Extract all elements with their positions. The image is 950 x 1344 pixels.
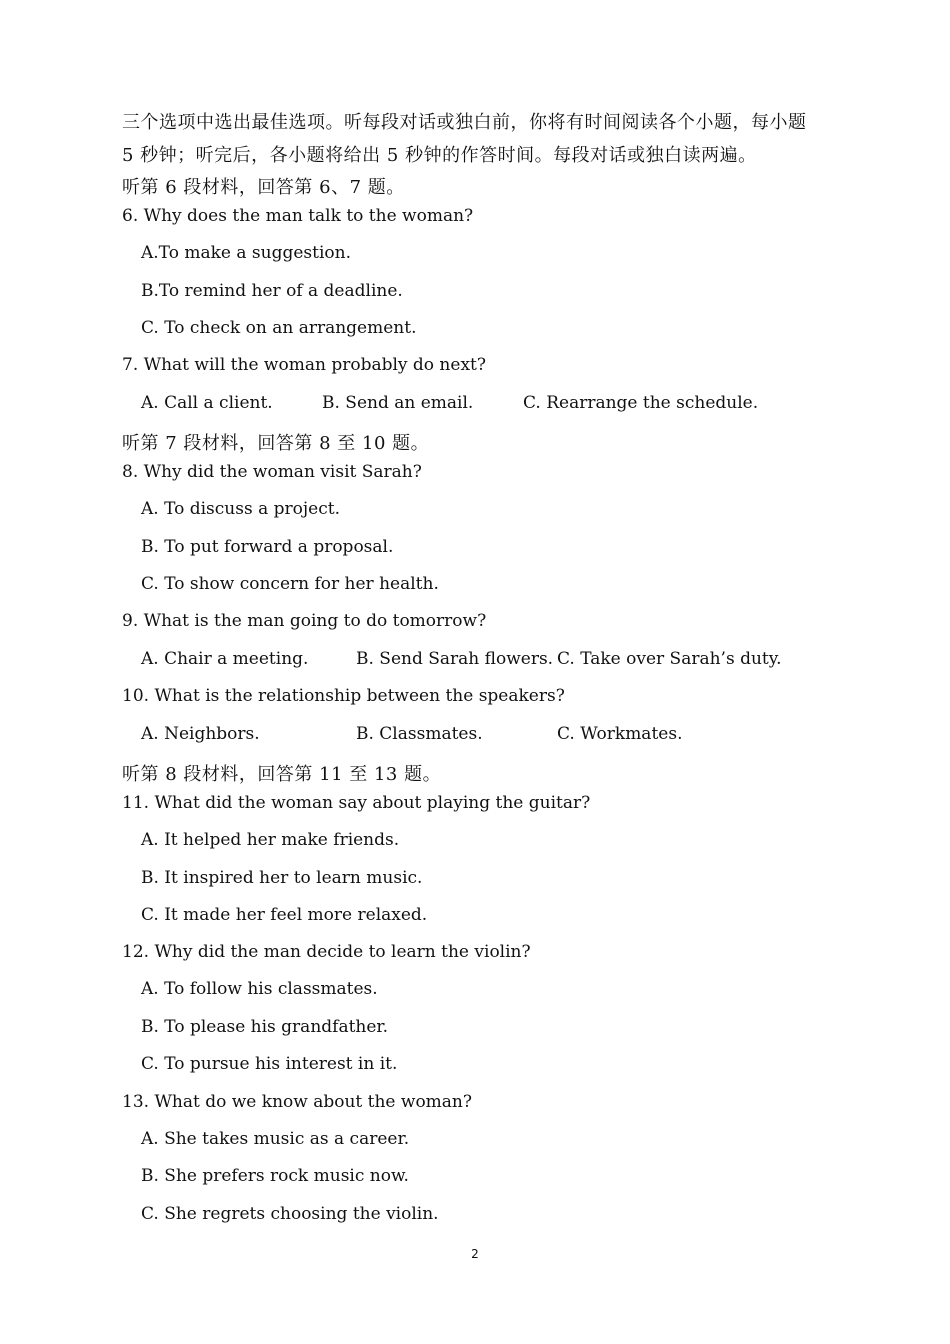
question-12: 12. Why did the man decide to learn the violin? (122, 942, 531, 962)
option-9c: C. Take over Sarah’s duty. (557, 649, 782, 669)
option-7b: B. Send an email. (322, 393, 474, 413)
page-number: 2 (471, 1247, 479, 1261)
option-13a: A. She takes music as a career. (141, 1129, 410, 1149)
option-7c: C. Rearrange the schedule. (523, 393, 759, 413)
option-11a: A. It helped her make friends. (141, 830, 400, 850)
option-8c: C. To show concern for her health. (141, 574, 439, 594)
option-11c: C. It made her feel more relaxed. (141, 905, 428, 925)
option-12c: C. To pursue his interest in it. (141, 1054, 398, 1074)
option-6b: B.To remind her of a deadline. (141, 281, 403, 301)
question-10: 10. What is the relationship between the speakers? (122, 686, 565, 706)
question-6: 6. Why does the man talk to the woman? (122, 206, 474, 226)
option-13c: C. She regrets choosing the violin. (141, 1204, 439, 1224)
option-12b: B. To please his grandfather. (141, 1017, 389, 1037)
option-8b: B. To put forward a proposal. (141, 537, 394, 557)
option-8a: A. To discuss a project. (141, 499, 340, 519)
intro-line-2: 5 秒钟；听完后，各小题将给出 5 秒钟的作答时间。每段对话或独白读两遍。 (122, 145, 757, 166)
option-11b: B. It inspired her to learn music. (141, 868, 423, 888)
question-11: 11. What did the woman say about playing the guitar? (122, 793, 591, 813)
option-9a: A. Chair a meeting. (141, 649, 309, 669)
intro-line-1: 三个选项中选出最佳选项。听每段对话或独白前，你将有时间阅读各个小题，每小题 (122, 112, 807, 133)
option-10c: C. Workmates. (557, 724, 683, 744)
option-7a: A. Call a client. (141, 393, 273, 413)
option-10b: B. Classmates. (356, 724, 483, 744)
section-heading: 听第 6 段材料，回答第 6、7 题。 (122, 177, 405, 198)
option-6a: A.To make a suggestion. (141, 243, 351, 263)
question-8: 8. Why did the woman visit Sarah? (122, 462, 422, 482)
section-heading: 听第 8 段材料，回答第 11 至 13 题。 (122, 764, 442, 785)
option-6c: C. To check on an arrangement. (141, 318, 417, 338)
option-13b: B. She prefers rock music now. (141, 1166, 409, 1186)
question-9: 9. What is the man going to do tomorrow? (122, 611, 487, 631)
section-heading: 听第 7 段材料，回答第 8 至 10 题。 (122, 433, 430, 454)
option-12a: A. To follow his classmates. (141, 979, 378, 999)
option-9b: B. Send Sarah flowers. (356, 649, 554, 669)
question-13: 13. What do we know about the woman? (122, 1092, 472, 1112)
question-7: 7. What will the woman probably do next? (122, 355, 486, 375)
option-10a: A. Neighbors. (141, 724, 260, 744)
